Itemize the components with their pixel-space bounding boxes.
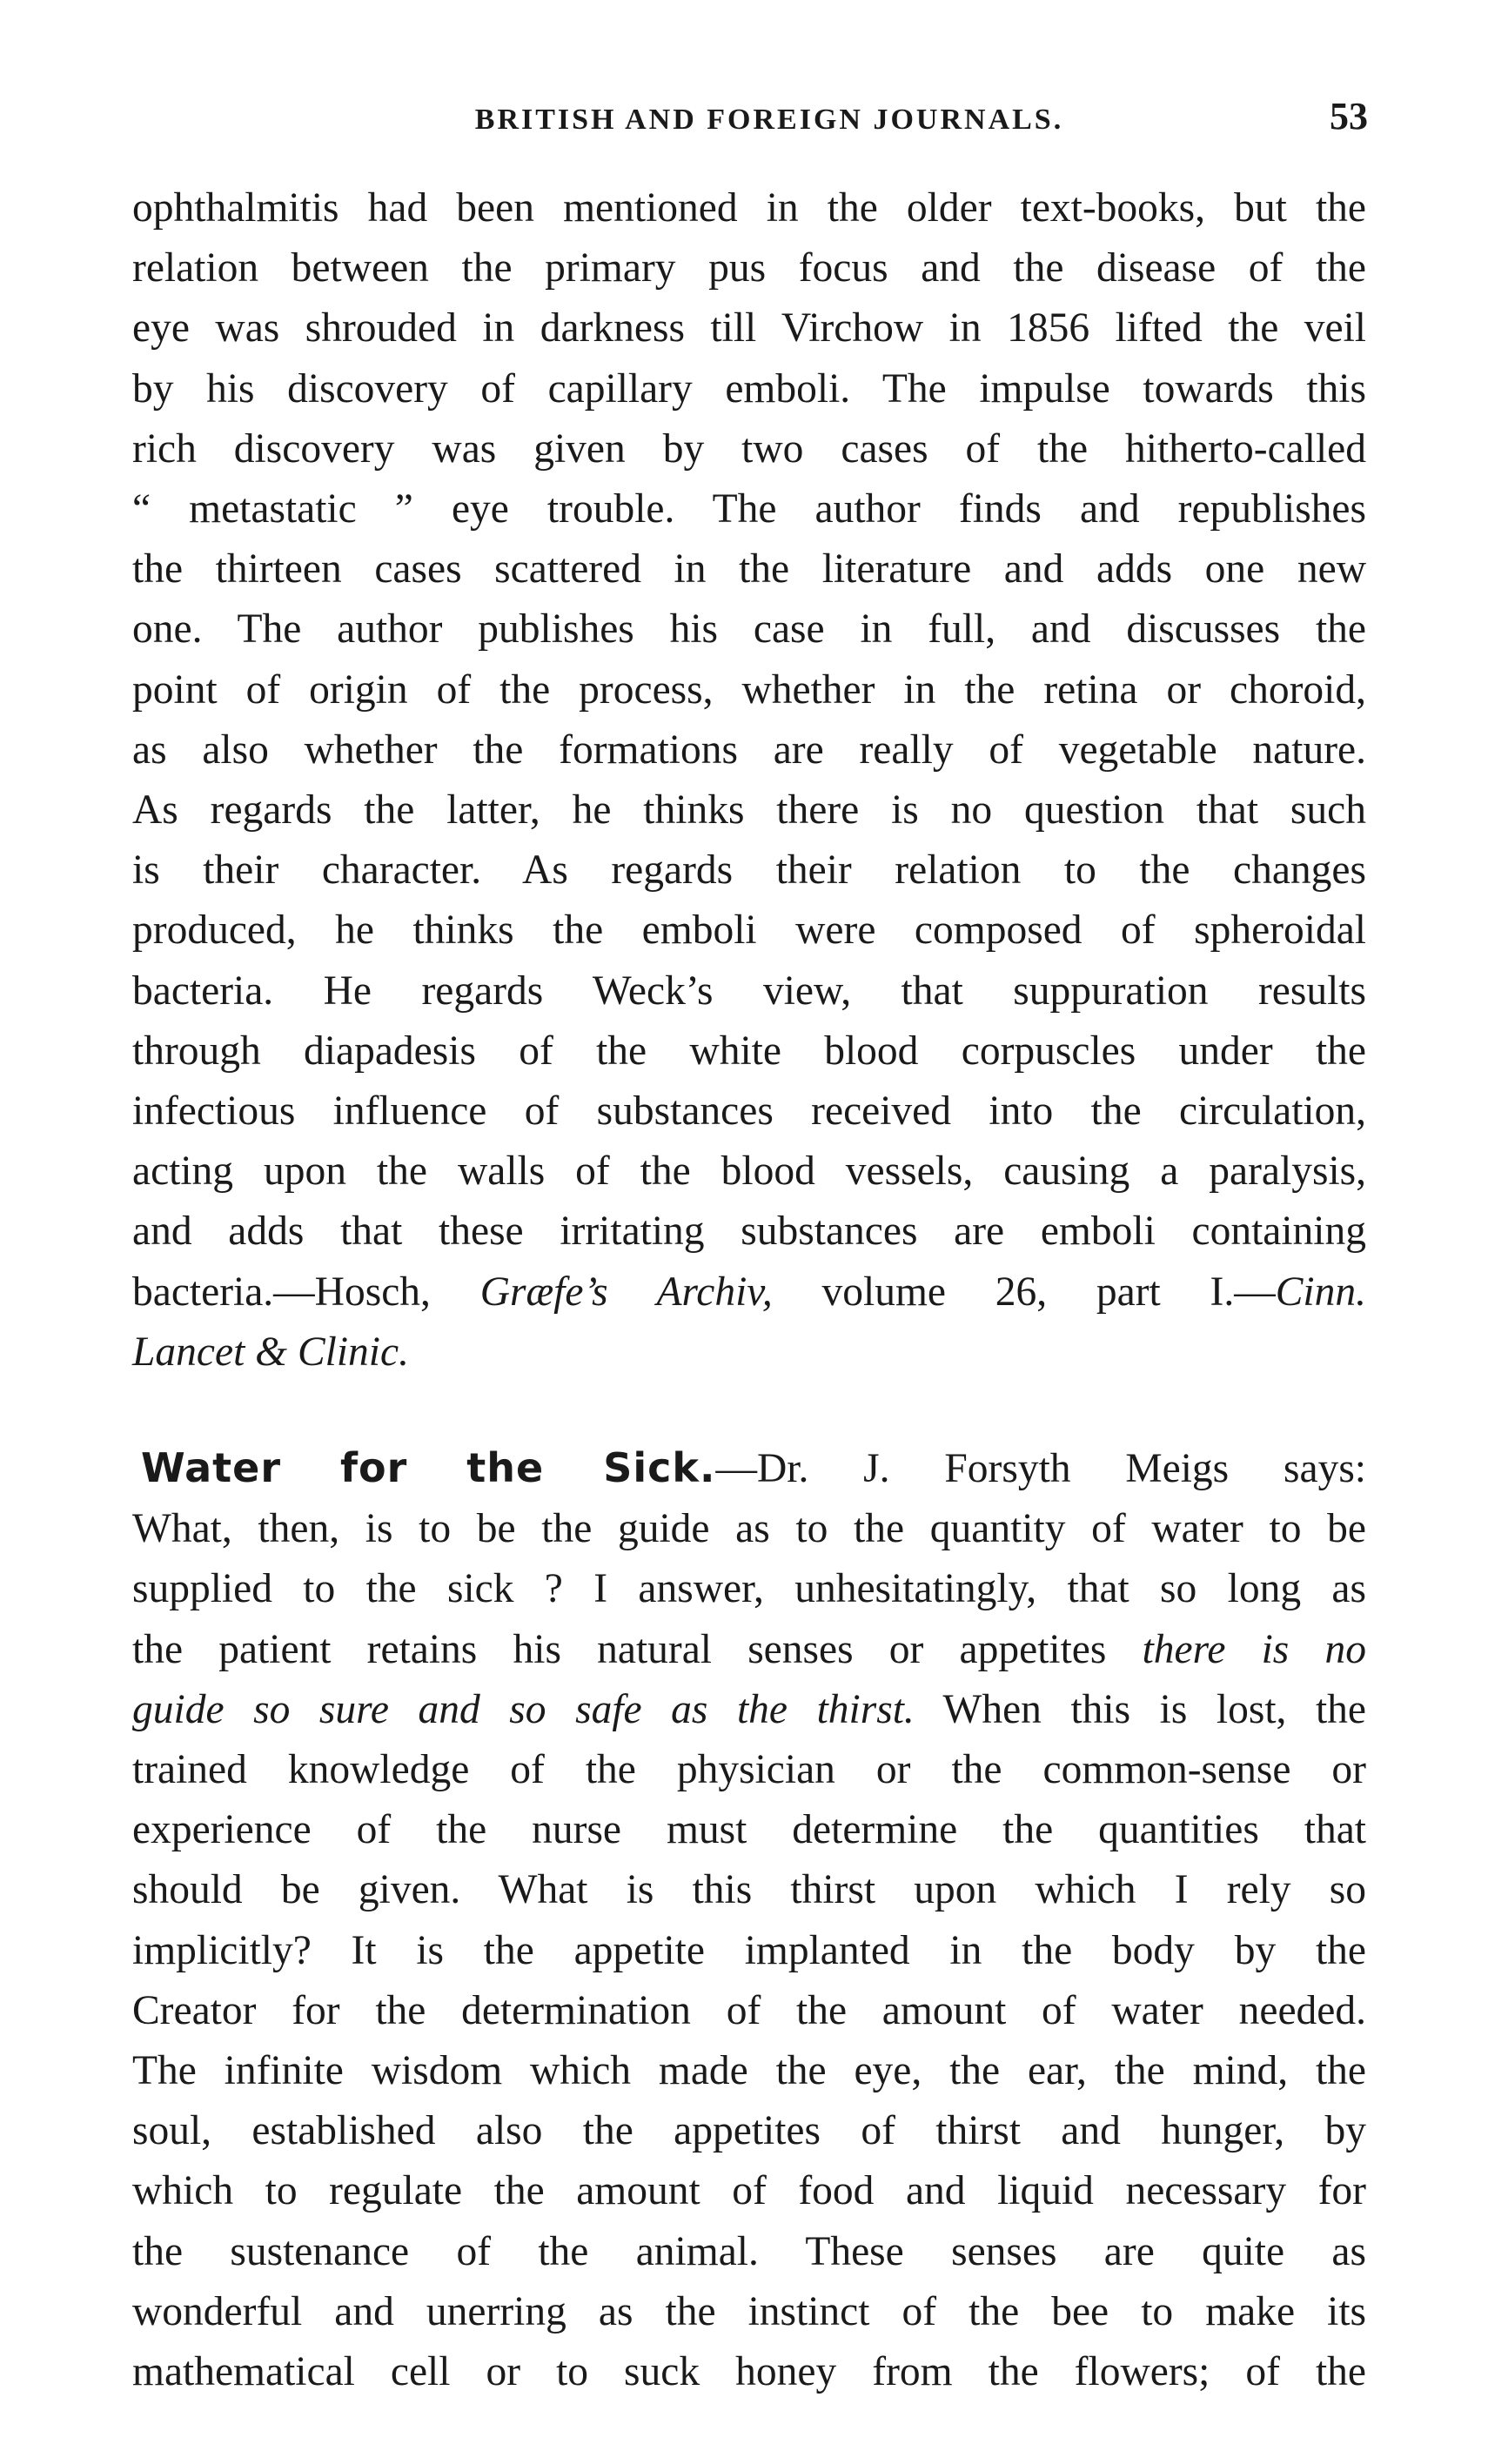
text-line — [132, 1620, 1366, 1680]
text-run: When this is lost, the — [914, 1686, 1367, 1732]
text-line: As regards the latter, he thinks there is no question that such — [132, 787, 1366, 834]
page-number: 53 — [1330, 95, 1368, 137]
text-line: soul, established also the appetites of thirst and hunger, by — [132, 2108, 1366, 2154]
citation-source-b: Lancet & Clinic. — [132, 1329, 409, 1375]
citation-line-end — [132, 1322, 1366, 1383]
text-line: trained knowledge of the physician or the common-sense or — [132, 1747, 1366, 1793]
text-line: should be given. What is this thirst upon which I rely so — [132, 1867, 1366, 1913]
article-heading: Water for the Sick. — [141, 1444, 716, 1491]
article-ophthalmitis — [132, 178, 1366, 1383]
text-line: as also whether the formations are really of vegetable nature. — [132, 726, 1366, 773]
text-line: wonderful and unerring as the instinct of the bee to make its — [132, 2288, 1366, 2334]
text-line: which to regulate the amount of food and liquid necessary for — [132, 2168, 1366, 2214]
citation-source-a: Cinn. — [1275, 1269, 1366, 1315]
text-line: eye was shrouded in darkness till Virchow in 1856 lifted the veil — [132, 305, 1366, 352]
text-run-italic: guide so sure and so safe as the thirst. — [132, 1686, 915, 1732]
article-water-for-the-sick — [132, 1438, 1366, 2402]
text-line: supplied to the sick ? I answer, unhesitatingly, that so long as — [132, 1566, 1366, 1612]
text-line: rich discovery was given by two cases of the hitherto-called — [132, 425, 1366, 472]
text-line: implicitly? It is the appetite implanted in the body by the — [132, 1927, 1366, 1973]
text-line: produced, he thinks the emboli were composed of spheroidal — [132, 907, 1366, 954]
text-line: and adds that these irritating substances are emboli containing — [132, 1209, 1366, 1255]
text-line: one. The author publishes his case in full, and discusses the — [132, 606, 1366, 653]
text-line: experience of the nurse must determine the quantities that — [132, 1807, 1366, 1853]
citation-journal: Græfe’s Archiv, — [479, 1269, 773, 1315]
citation-mid: volume 26, part I.— — [772, 1269, 1276, 1315]
text-run: the patient retains his natural senses or appetites — [132, 1626, 1143, 1672]
text-line: What, then, is to be the guide as to the quantity of water to be — [132, 1506, 1366, 1552]
article-heading-tail: —Dr. J. Forsyth Meigs says: — [715, 1446, 1366, 1491]
text-line: mathematical cell or to suck honey from the flowers; of the — [132, 2349, 1366, 2395]
text-line: infectious influence of substances received into the circulation, — [132, 1088, 1366, 1135]
text-line: ophthalmitis had been mentioned in the older text-books, but the — [132, 185, 1366, 231]
text-line: is their character. As regards their relation to the changes — [132, 847, 1366, 894]
citation-line — [132, 1262, 1366, 1322]
text-line: the thirteen cases scattered in the literature and adds one new — [132, 546, 1366, 593]
text-line: by his discovery of capillary emboli. The impulse towards this — [132, 365, 1366, 412]
text-line: The infinite wisdom which made the eye, the ear, the mind, the — [132, 2048, 1366, 2094]
text-line: point of origin of the process, whether in the retina or choroid, — [132, 666, 1366, 713]
text-line: through diapadesis of the white blood corpuscles under the — [132, 1028, 1366, 1074]
text-line: the sustenance of the animal. These senses are quite as — [132, 2228, 1366, 2274]
text-line: “ metastatic ” eye trouble. The author finds and republishes — [132, 486, 1366, 532]
text-line: relation between the primary pus focus and the disease of the — [132, 245, 1366, 291]
text-line: Creator for the determination of the amount of water needed. — [132, 1987, 1366, 2033]
text-line: acting upon the walls of the blood vessels, causing a paralysis, — [132, 1148, 1366, 1195]
text-run-italic: there is no — [1142, 1626, 1366, 1672]
citation-prefix: bacteria.—Hosch, — [132, 1269, 480, 1315]
text-line — [132, 1680, 1366, 1740]
text-line: bacteria. He regards Weck’s view, that suppuration results — [132, 968, 1366, 1014]
running-header — [131, 94, 1368, 146]
running-title: BRITISH AND FOREIGN JOURNALS. — [474, 104, 1064, 136]
heading-line — [132, 1438, 1366, 1499]
